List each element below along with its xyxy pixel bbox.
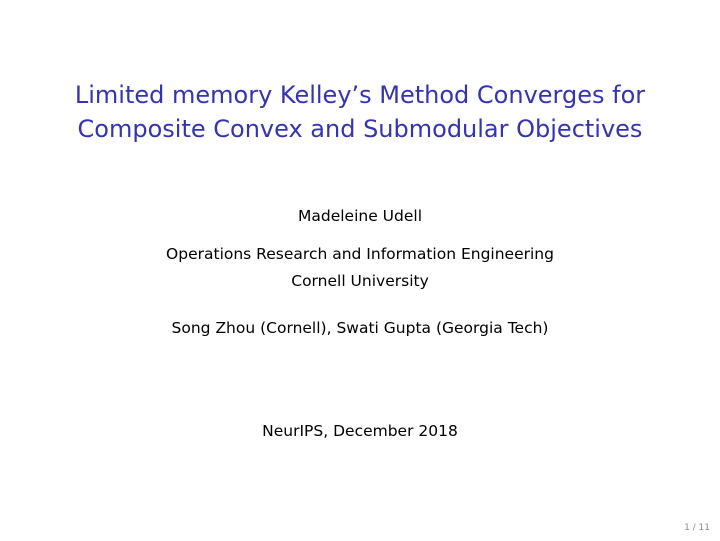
- affiliation: [0, 241, 720, 295]
- author: Madeleine Udell: [297, 207, 422, 225]
- venue-date: NeurIPS, December 2018: [262, 422, 458, 440]
- slide-title: [0, 78, 720, 146]
- title-line-2: Composite Convex and Submodular Objectives: [77, 115, 643, 143]
- page-number: 1 / 11: [684, 523, 710, 533]
- title-line-1: Limited memory Kelley’s Method Converges for: [74, 81, 646, 109]
- affiliation-line-2: Cornell University: [291, 272, 429, 290]
- coauthors: Song Zhou (Cornell), Swati Gupta (Georgia Tech): [171, 319, 549, 337]
- affiliation-line-1: Operations Research and Information Engineering: [166, 245, 554, 263]
